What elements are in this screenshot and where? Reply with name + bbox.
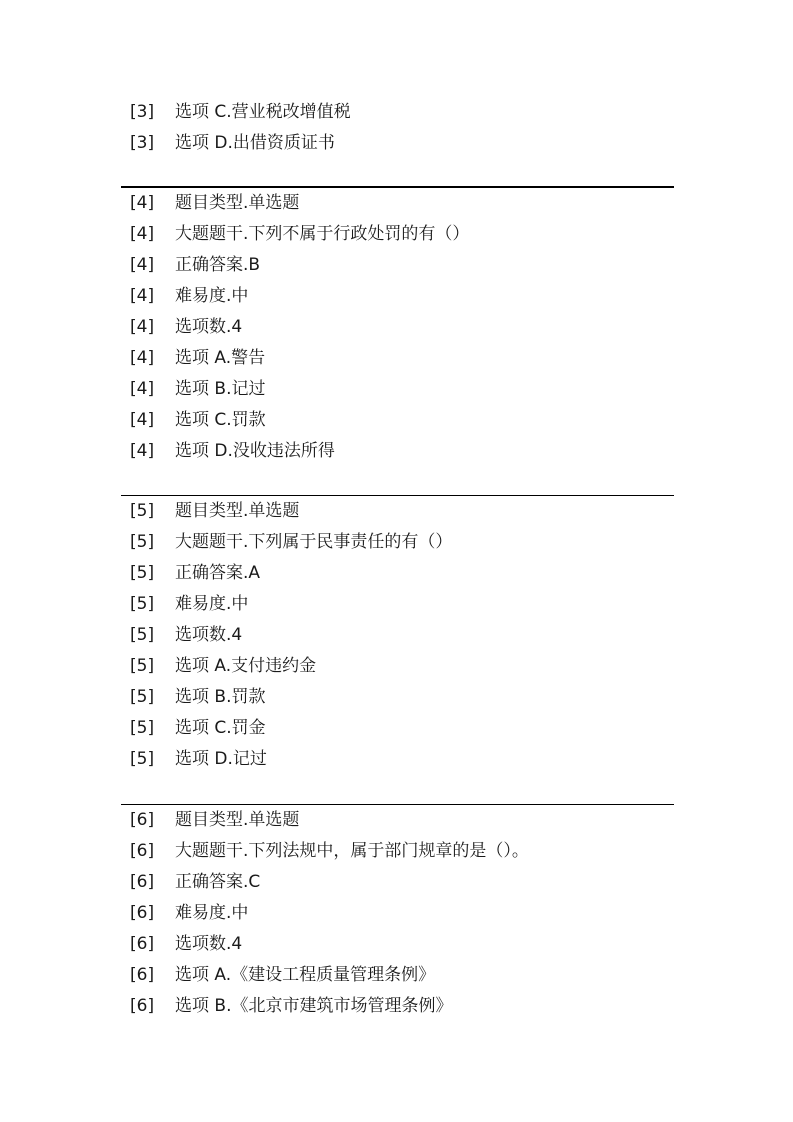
question-line	[121, 343, 674, 374]
question-index: [4]	[130, 348, 155, 368]
question-line	[121, 436, 674, 467]
question-line	[121, 496, 674, 527]
question-index: [6]	[130, 810, 155, 830]
question-index: [6]	[130, 996, 155, 1016]
question-text: 选项 D.出借资质证书	[175, 133, 335, 153]
question-index: [5]	[130, 501, 155, 521]
question-line	[121, 250, 674, 281]
question-index: [4]	[130, 224, 155, 244]
question-index: [4]	[130, 441, 155, 461]
option-a: 选项 A.警告	[175, 348, 266, 368]
question-index: [5]	[130, 718, 155, 738]
option-d: 选项 D.没收违法所得	[175, 441, 335, 461]
option-b: 选项 B.《北京市建筑市场管理条例》	[175, 996, 453, 1016]
question-line	[121, 312, 674, 343]
option-c: 选项 C.罚金	[175, 718, 266, 738]
option-count: 选项数.4	[175, 934, 243, 954]
difficulty: 难易度.中	[175, 594, 249, 614]
question-line	[121, 620, 674, 651]
question-index: [5]	[130, 532, 155, 552]
question-line	[121, 651, 674, 682]
question-block-3	[121, 97, 674, 159]
question-stem: 大题题干.下列不属于行政处罚的有（）	[175, 224, 470, 244]
question-index: [4]	[130, 410, 155, 430]
question-index: [5]	[130, 749, 155, 769]
option-c: 选项 C.罚款	[175, 410, 266, 430]
question-index: [4]	[130, 255, 155, 275]
question-index: [6]	[130, 934, 155, 954]
correct-answer: 正确答案.B	[175, 255, 261, 275]
question-line	[121, 867, 674, 898]
difficulty: 难易度.中	[175, 286, 249, 306]
question-index: [4]	[130, 286, 155, 306]
question-index: [5]	[130, 687, 155, 707]
correct-answer: 正确答案.A	[175, 563, 261, 583]
question-index: [4]	[130, 379, 155, 399]
question-index: [5]	[130, 563, 155, 583]
question-index: [5]	[130, 625, 155, 645]
difficulty: 难易度.中	[175, 903, 249, 923]
question-line	[121, 219, 674, 250]
question-index: [4]	[130, 317, 155, 337]
question-line	[121, 960, 674, 991]
question-block-6	[121, 804, 674, 1022]
option-b: 选项 B.记过	[175, 379, 266, 399]
question-index: [6]	[130, 841, 155, 861]
question-line	[121, 929, 674, 960]
question-line	[121, 898, 674, 929]
question-index: [6]	[130, 903, 155, 923]
question-line	[121, 991, 674, 1022]
option-a: 选项 A.支付违约金	[175, 656, 317, 676]
question-line	[121, 805, 674, 836]
question-line	[121, 558, 674, 589]
option-d: 选项 D.记过	[175, 749, 267, 769]
question-line	[121, 713, 674, 744]
question-index: [3]	[130, 133, 155, 153]
question-line	[121, 281, 674, 312]
question-line	[121, 128, 674, 159]
question-block-4	[121, 186, 674, 467]
correct-answer: 正确答案.C	[175, 872, 261, 892]
option-count: 选项数.4	[175, 625, 243, 645]
question-line	[121, 374, 674, 405]
question-text: 选项 C.营业税改增值税	[175, 102, 351, 122]
question-stem: 大题题干.下列属于民事责任的有（）	[175, 532, 453, 552]
option-a: 选项 A.《建设工程质量管理条例》	[175, 965, 436, 985]
question-line	[121, 97, 674, 128]
question-index: [6]	[130, 872, 155, 892]
question-line	[121, 682, 674, 713]
question-stem: 大题题干.下列法规中，属于部门规章的是（）。	[175, 841, 529, 861]
question-index: [5]	[130, 656, 155, 676]
question-line	[121, 589, 674, 620]
question-line	[121, 527, 674, 558]
question-line	[121, 836, 674, 867]
question-block-5	[121, 495, 674, 775]
question-type: 题目类型.单选题	[175, 193, 300, 213]
question-line	[121, 188, 674, 219]
question-index: [4]	[130, 193, 155, 213]
question-index: [5]	[130, 594, 155, 614]
question-index: [6]	[130, 965, 155, 985]
question-line	[121, 744, 674, 775]
question-line	[121, 405, 674, 436]
question-index: [3]	[130, 102, 155, 122]
question-type: 题目类型.单选题	[175, 501, 300, 521]
option-b: 选项 B.罚款	[175, 687, 266, 707]
option-count: 选项数.4	[175, 317, 243, 337]
question-type: 题目类型.单选题	[175, 810, 300, 830]
